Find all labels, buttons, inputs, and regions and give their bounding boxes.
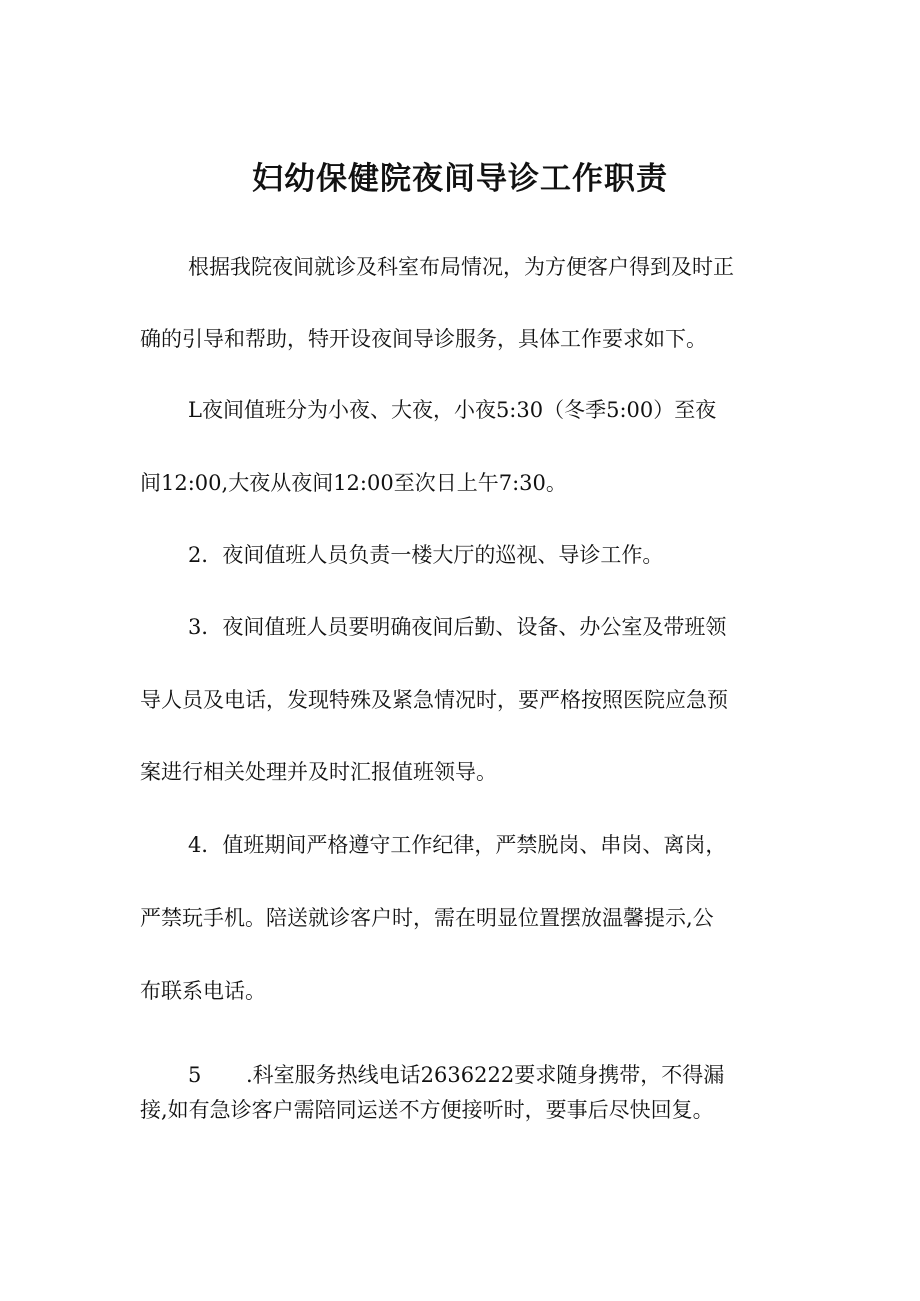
item-4-line-1: 4．值班期间严格遵守工作纪律，严禁脱岗、串岗、离岗， (188, 833, 727, 857)
item-5-line-1 (188, 1057, 790, 1093)
item-5-line-2: 接,如有急诊客户需陪同运送不方便接听时，要事后尽快回复。 (140, 1098, 714, 1122)
item-3-line-2: 导人员及电话，发现特殊及紧急情况时，要严格按照医院应急预 (140, 688, 728, 712)
document-title: 妇幼保健院夜间导诊工作职责 (252, 160, 668, 197)
item-3-line-3: 案进行相关处理并及时汇报值班领导。 (140, 760, 497, 784)
paragraph-intro-line-2: 确的引导和帮助，特开设夜间导诊服务，具体工作要求如下。 (140, 327, 707, 351)
item-4-line-2: 严禁玩手机。陪送就诊客户时，需在明显位置摆放温馨提示,公 (140, 906, 714, 930)
item-5-number: 5 (188, 1063, 202, 1087)
item-3-line-1: 3．夜间值班人员要明确夜间后勤、设备、办公室及带班领 (188, 615, 727, 639)
item-2-line-1: 2．夜间值班人员负责一楼大厅的巡视、导诊工作。 (188, 543, 664, 567)
item-1-line-2: 间12:00,大夜从夜间12:00至次日上午7:30。 (140, 471, 567, 495)
item-1-line-1: L夜间值班分为小夜、大夜，小夜5:30（冬季5:00）至夜 (188, 398, 717, 422)
item-5-line-1-text: .科室服务热线电话2636222要求随身携带，不得漏 (246, 1063, 725, 1087)
paragraph-intro-line-1: 根据我院夜间就诊及科室布局情况，为方便客户得到及时正 (188, 255, 734, 279)
item-4-line-3: 布联系电话。 (140, 979, 266, 1003)
